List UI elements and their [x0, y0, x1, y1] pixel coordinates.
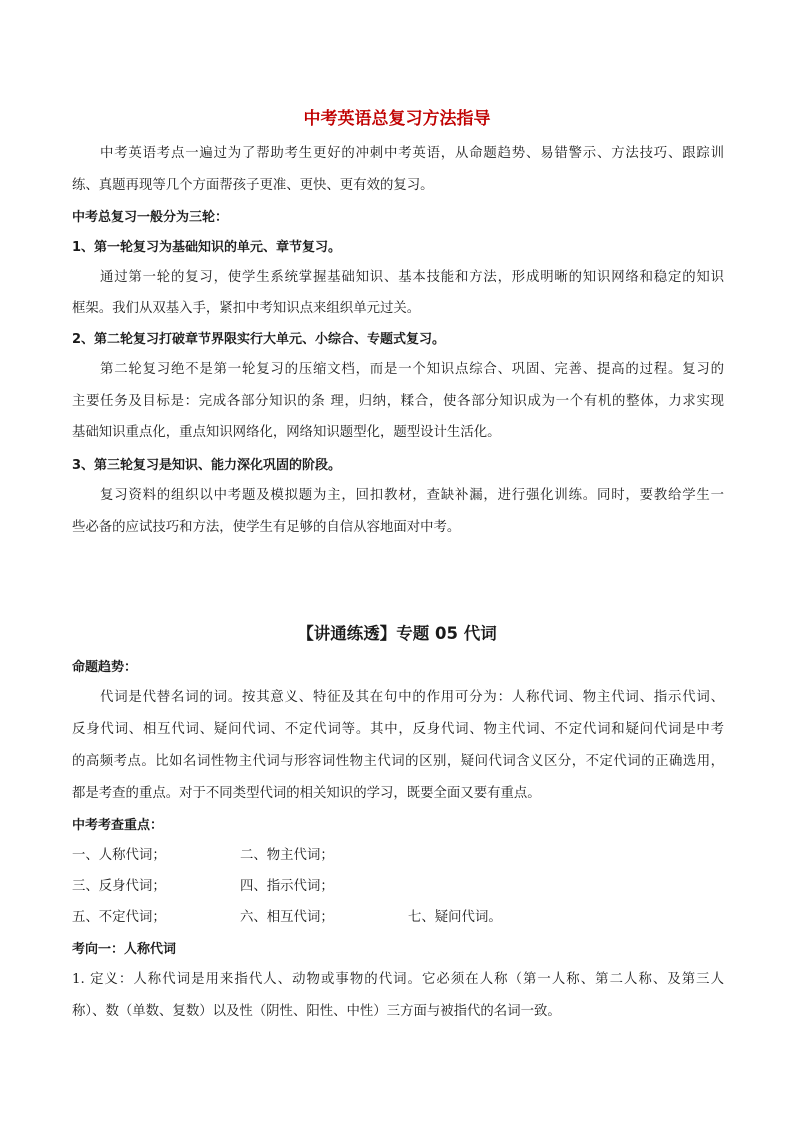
round1-heading: 1、第一轮复习为基础知识的单元、章节复习。 [72, 240, 342, 255]
trend-heading: 命题趋势： [72, 660, 138, 675]
trend-line-3: 的高频考点。比如名词性物主代词与形容词性物主代词的区别，疑问代词含义区分，不定代词的正确选用， [72, 754, 724, 769]
round3-line-1: 复习资料的组织以中考题及模拟题为主，回扣教材，查缺补漏，进行强化训练。同时，要教给学生一 [100, 488, 724, 503]
key-point-item: 一、人称代词； [72, 848, 166, 863]
topic-title: 【讲通练透】专题 05 代词 [297, 624, 497, 643]
intro-line-2: 练、真题再现等几个方面帮孩子更准、更快、更有效的复习。 [72, 178, 434, 193]
direction1-line-1: 1. 定义：人称代词是用来指代人、动物或事物的代词。它必须在人称（第一人称、第二人称、及第三人 [72, 972, 724, 987]
key-point-item: 三、反身代词； [72, 879, 166, 894]
trend-line-1: 代词是代替名词的词。按其意义、特征及其在句中的作用可分为：人称代词、物主代词、指示代词、 [100, 690, 724, 705]
key-point-item: 七、疑问代词。 [408, 910, 502, 925]
round2-line-1: 第二轮复习绝不是第一轮复习的压缩文档，而是一个知识点综合、巩固、完善、提高的过程。复习的 [100, 362, 724, 377]
round1-line-1: 通过第一轮的复习，使学生系统掌握基础知识、基本技能和方法，形成明晰的知识网络和稳定的知识 [100, 270, 724, 285]
document-title: 中考英语总复习方法指导 [303, 109, 491, 129]
key-point-item: 五、不定代词； [72, 910, 166, 925]
key-point-item: 六、相互代词； [240, 910, 334, 925]
round2-line-3: 基础知识重点化，重点知识网络化，网络知识题型化，题型设计生活化。 [72, 425, 501, 440]
key-points-heading: 中考考查重点： [72, 818, 164, 833]
key-point-item: 二、物主代词； [240, 848, 334, 863]
trend-line-4: 都是考查的重点。对于不同类型代词的相关知识的学习，既要全面又要有重点。 [72, 786, 541, 801]
direction1-line-2: 称）、数（单数、复数）以及性（阴性、阳性、中性）三方面与被指代的名词一致。 [72, 1004, 561, 1019]
round3-line-2: 些必备的应试技巧和方法，使学生有足够的自信从容地面对中考。 [72, 520, 461, 535]
intro-line-1: 中考英语考点一遍过为了帮助考生更好的冲刺中考英语，从命题趋势、易错警示、方法技巧、跟踪训 [100, 146, 724, 161]
round2-heading: 2、第二轮复习打破章节界限实行大单元、小综合、专题式复习。 [72, 332, 446, 347]
direction1-heading: 考向一：人称代词 [72, 942, 177, 957]
round2-line-2: 主要任务及目标是：完成各部分知识的条 理，归纳，糅合，使各部分知识成为一个有机的整体，力求实现 [72, 394, 724, 409]
round1-line-2: 框架。我们从双基入手，紧扣中考知识点来组织单元过关。 [72, 301, 421, 316]
round3-heading: 3、第三轮复习是知识、能力深化巩固的阶段。 [72, 458, 342, 473]
trend-line-2: 反身代词、相互代词、疑问代词、不定代词等。其中，反身代词、物主代词、不定代词和疑问代词是中考 [72, 722, 724, 737]
rounds-heading: 中考总复习一般分为三轮： [72, 210, 229, 225]
key-point-item: 四、指示代词； [240, 879, 334, 894]
